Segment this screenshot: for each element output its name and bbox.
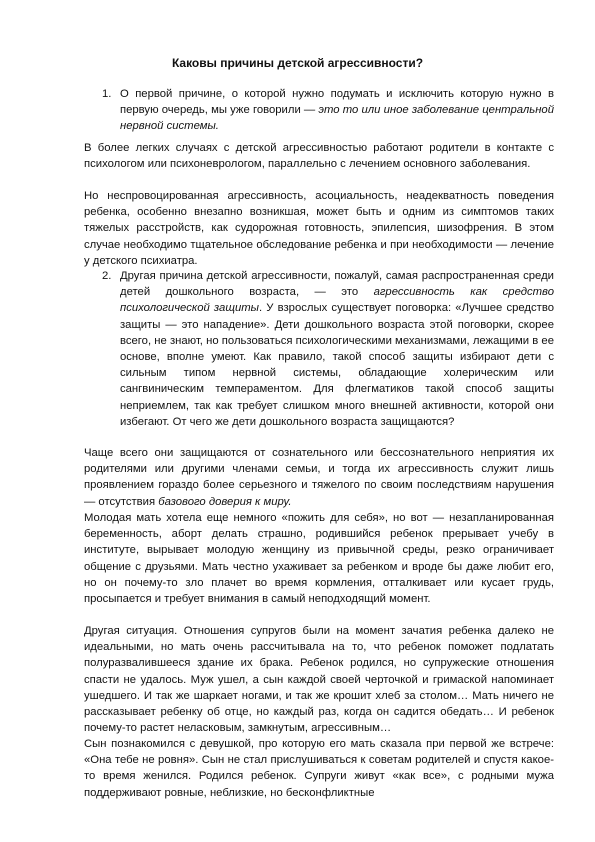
paragraph-3-text: Чаще всего они защищаются от сознательного или бессознательного неприятия их родителями или другими членами семьи, и тогда их агрессивность служит лишь проявлением гораздо более серьезного и тяжелого по своим последствиям нарушения — отсутствия (84, 447, 554, 508)
paragraph-2: Но неспровоцированная агрессивность, асоциальность, неадекватность поведения ребенка, особенно внезапно возникшая, может быть и одним из симптомов таких тяжелых расстройств, как судорожная готовность, эпилепсия, шизофрения. В этом случае необходимо тщательное обследование ребенка и при необходимости — лечение у детского психиатра. (84, 190, 554, 267)
list-item-2-text-end: . У взрослых существует поговорка: «Лучшее средство защиты — это нападение». Дети дошкольного возраста этой поговорки, скорее всего, не знают, но пользоваться психологическими механизмами, лежащими в ее основе, вполне умеют. Как правило, такой способ защиты избирают дети с сильным типом нервной системы, обладающие холерическим или сангвиническим темпераментом. Для флегматиков такой способ защиты неприемлем, так как требует слишком много внешней активности, которой они избегают. От чего же дети дошкольного возраста защищаются? (120, 302, 554, 428)
list-item-2 (120, 268, 554, 430)
paragraph-3 (84, 445, 554, 510)
list-item-2-text-start: Другая причина детской агрессивности, пожалуй, самая распространенная среди детей дошкольного возраста, — это (120, 270, 554, 299)
page-title: Каковы причины детской агрессивности? (171, 56, 424, 70)
list-item-2-italic: агрессивность как средство психологической защиты (120, 286, 554, 315)
paragraph-6: Сын познакомился с девушкой, про которую его мать сказала при первой же встрече: «Она тебе не ровня». Сын не стал прислушиваться к советам родителей и спустя какое-то время женился. Родился ребенок. Супруги живут «как все», с родными мужа поддерживают ровные, неблизкие, но бесконфликтные (84, 738, 554, 799)
list-item-1-text: О первой причине, о которой нужно подумать и исключить которую нужно в первую очередь, мы уже говорили — (120, 88, 554, 117)
list-number-2: 2. (102, 270, 112, 282)
paragraph-3-italic: базового доверия к миру. (158, 495, 292, 508)
paragraph-4: Молодая мать хотела еще немного «пожить для себя», но вот — незапланированная беременность, аборт делать страшно, родившийся ребенок прерывает учебу в институте, вырывает молодую женщину из привычной среды, резко ограничивает общение с друзьями. Мать честно ухаживает за ребенком и вроде бы даже любит его, но он почему-то зло плачет во время кормления, отталкивает или кусает грудь, просыпается и требует внимания в самый неподходящий момент. (84, 512, 554, 606)
paragraph-5: Другая ситуация. Отношения супругов были на момент зачатия ребенка далеко не идеальными, но мать очень рассчитывала на то, что ребенок поможет подлатать полуразвалившееся здание их брака. Ребенок родился, но супружеские отношения спасти не удалось. Муж ушел, а сын каждой своей черточкой и гримаской напоминает ушедшего. И так же шаркает ногами, и так же крошит хлеб за столом… Мать ничего не рассказывает ребенку об отце, но каждый раз, когда он садится обедать… И ребенок почему-то растет неласковым, замкнутым, агрессивным… (84, 625, 554, 735)
list-number-1: 1. (102, 88, 112, 100)
paragraph-1: В более легких случаях с детской агрессивностью работают родители в контакте с психологом или психоневрологом, параллельно с лечением основного заболевания. (84, 142, 554, 171)
list-item-1-italic: это то или иное заболевание центральной нервной системы. (120, 104, 554, 133)
list-item-1 (120, 86, 554, 135)
